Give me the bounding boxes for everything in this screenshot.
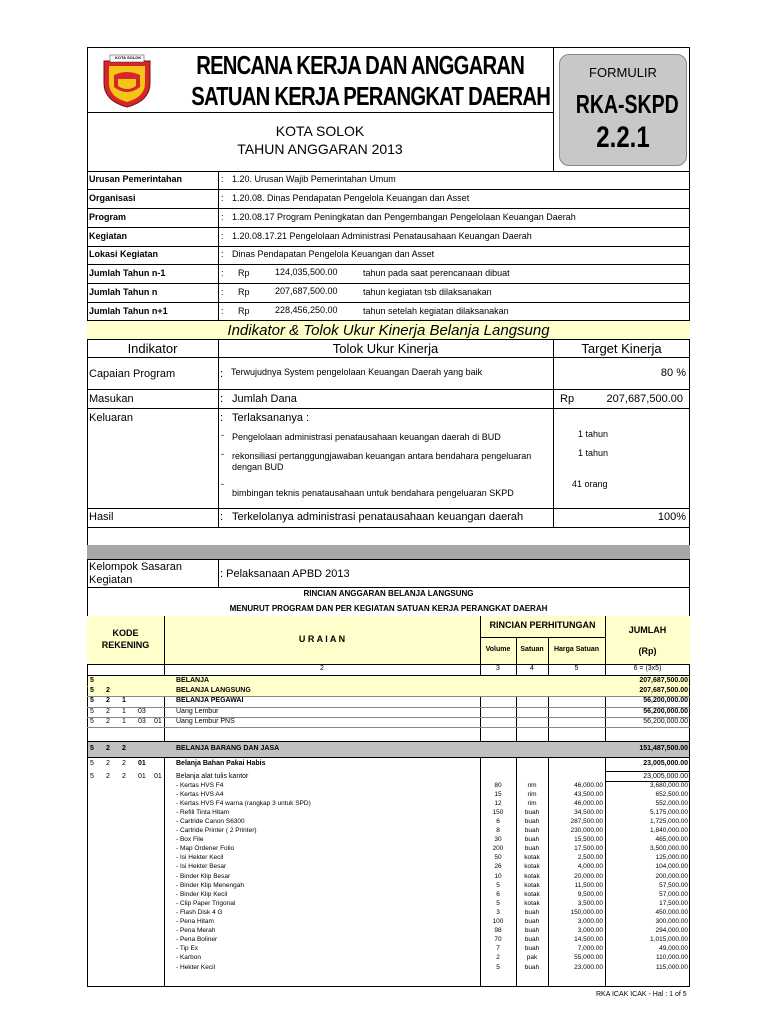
keluaran-dash: -: [221, 479, 224, 489]
item-harga: 46,000.00: [574, 799, 603, 807]
item-jumlah: 552,000.00: [655, 799, 688, 807]
item-harga: 4,000.00: [577, 863, 603, 871]
amount-label: Jumlah Tahun n: [89, 287, 158, 297]
capaian-label: Capaian Program: [89, 368, 176, 380]
info-label: Urusan Pemerintahan: [89, 174, 183, 184]
item-uraian: - Binder Klip Besar: [176, 872, 231, 880]
amount-label: Jumlah Tahun n+1: [89, 306, 168, 316]
kode-cell: 5: [90, 760, 94, 767]
h-kode: KODE: [112, 628, 139, 638]
item-uraian: - Pena Merah: [176, 927, 216, 935]
city-logo: [100, 53, 154, 109]
jumlah-cell: 151,487,500.00: [639, 745, 688, 752]
keluaran-target: 1 tahun: [578, 448, 609, 458]
item-satuan: buah: [524, 908, 540, 916]
item-volume: 7: [496, 945, 500, 953]
item-harga: 55,000.00: [574, 954, 603, 962]
item-jumlah: 1,840,000.00: [650, 827, 688, 834]
item-jumlah: 200,000.00: [655, 872, 688, 880]
item-jumlah: 3,500,000.00: [650, 845, 688, 853]
item-jumlah: 300,000.00: [655, 918, 688, 925]
jumlah-cell: 23,005,000.00: [643, 773, 688, 780]
item-uraian: - Kertas HVS F4 warna (rangkap 3 untuk SPD): [176, 799, 311, 807]
divider: [87, 302, 690, 303]
h-rincian: RINCIAN PERHITUNGAN: [489, 620, 596, 630]
item-satuan: kotak: [524, 899, 540, 907]
info-label: Lokasi Kegiatan: [89, 249, 159, 259]
divider: [87, 264, 690, 265]
rincian-subtitle: MENURUT PROGRAM DAN PER KEGIATAN SATUAN KERJA PERANGKAT DAERAH: [229, 604, 548, 613]
item-jumlah: 125,000.00: [655, 854, 688, 862]
colon: :: [220, 511, 224, 523]
divider: [87, 757, 690, 758]
item-volume: 10: [494, 872, 502, 880]
sasaran-label: Kelompok Sasaran: [89, 561, 182, 573]
colon: :: [220, 368, 224, 380]
divider: [87, 587, 690, 588]
item-jumlah: 450,000.00: [655, 908, 688, 916]
kode-cell: 5: [90, 697, 94, 705]
item-volume: 5: [496, 899, 500, 907]
item-satuan: buah: [524, 817, 540, 825]
rincian-title: RINCIAN ANGGARAN BELANJA LANGSUNG: [303, 589, 474, 598]
info-label: Organisasi: [89, 193, 136, 203]
item-harga: 14,500.00: [574, 936, 603, 944]
h-satuan: Satuan: [520, 646, 544, 653]
item-harga: 3,500.00: [577, 899, 603, 907]
item-uraian: - Hekter Kecil: [176, 963, 216, 971]
item-harga: 150,000.00: [570, 908, 603, 916]
item-volume: 2: [496, 954, 500, 962]
kode-cell: 2: [122, 745, 126, 752]
divider: [87, 357, 690, 358]
form-number: 2.2.1: [596, 121, 650, 154]
colon: :: [220, 412, 224, 424]
divider: [87, 727, 690, 728]
info-colon: :: [221, 249, 224, 259]
capaian-target: 80 %: [660, 367, 686, 379]
amount-value: 207,687,500.00: [275, 286, 338, 296]
item-uraian: - Isi Hekter Kecil: [176, 854, 224, 862]
kode-cell: 2: [106, 760, 110, 767]
kode-cell: 2: [122, 773, 126, 780]
col-indikator: Indikator: [127, 341, 178, 356]
item-jumlah: 1,725,000.00: [650, 817, 688, 825]
item-volume: 26: [494, 863, 502, 871]
hasil-label: Hasil: [89, 511, 114, 523]
amount-value: 124,035,500.00: [275, 267, 338, 277]
divider: [87, 227, 690, 228]
item-uraian: - Flash Disk 4 G: [176, 908, 223, 916]
item-volume: 80: [494, 781, 502, 789]
item-harga: 7,000.00: [577, 945, 603, 953]
item-satuan: buah: [524, 927, 540, 935]
item-satuan: pak: [526, 954, 538, 962]
divider: [87, 527, 690, 528]
form-badge: [559, 54, 687, 166]
info-value: 1.20. Urusan Wajib Pemerintahan Umum: [232, 174, 396, 184]
kode-cell: 03: [138, 717, 146, 725]
masukan-label: Masukan: [89, 393, 134, 405]
item-volume: 50: [494, 854, 502, 862]
divider: [87, 408, 690, 409]
page-footer: RKA ICAK ICAK - Hal : 1 of 5: [596, 991, 687, 998]
item-volume: 6: [496, 817, 500, 825]
keluaran-item: rekonsiliasi pertanggungjawaban keuangan antara bendahara pengeluaran: [232, 451, 532, 461]
col-num: 5: [574, 665, 579, 672]
amount-rp: Rp: [238, 306, 250, 316]
divider: [87, 741, 690, 742]
masukan-target: 207,687,500.00: [606, 393, 683, 405]
item-jumlah: 465,000.00: [655, 836, 688, 844]
form-code: RKA-SKPD: [575, 89, 679, 119]
item-harga: 46,000.00: [574, 781, 603, 789]
uraian-cell: Belanja Bahan Pakai Habis: [176, 760, 266, 767]
item-uraian: - Box File: [176, 836, 204, 844]
divider: [553, 47, 554, 171]
item-uraian: - Map Ordener Folio: [176, 845, 235, 853]
kode-cell: 2: [122, 760, 126, 767]
h-uraian: U R A I A N: [298, 634, 346, 644]
item-harga: 34,500.00: [574, 808, 603, 816]
kode-cell: 2: [106, 717, 110, 725]
info-colon: :: [221, 212, 224, 222]
item-satuan: kotak: [524, 872, 540, 880]
item-uraian: - Refill Tinta Hitam: [176, 808, 230, 816]
kode-cell: 2: [106, 745, 110, 752]
capaian-text: Terwujudnya System pengelolaan Keuangan Daerah yang baik: [231, 367, 483, 377]
item-satuan: rim: [527, 790, 537, 798]
amount-note: tahun pada saat perencanaan dibuat: [363, 268, 510, 278]
item-harga: 9,500.00: [577, 890, 603, 898]
item-uraian: - Binder Klip Menengah: [176, 881, 244, 889]
item-volume: 8: [496, 827, 500, 834]
kode-cell: 01: [138, 760, 146, 767]
kode-cell: 5: [90, 717, 94, 725]
divider: [218, 340, 219, 527]
keluaran-item: Pengelolaan administrasi penatausahaan keuangan daerah di BUD: [232, 432, 501, 442]
item-harga: 3,000.00: [577, 918, 603, 925]
hasil-target: 100%: [657, 511, 686, 523]
kode-cell: 2: [106, 773, 110, 780]
info-colon: :: [221, 174, 224, 184]
divider: [218, 171, 219, 320]
item-satuan: kotak: [524, 890, 540, 898]
item-volume: 200: [492, 845, 504, 853]
masukan-rp: Rp: [560, 393, 575, 405]
item-uraian: - Clip Paper Trigonal: [176, 899, 236, 907]
item-satuan: kotak: [524, 854, 540, 862]
info-colon: :: [221, 231, 224, 241]
item-volume: 12: [494, 799, 502, 807]
jumlah-cell: 207,687,500.00: [639, 687, 688, 695]
amount-colon: :: [221, 306, 224, 316]
kode-cell: 01: [154, 773, 162, 780]
item-jumlah: 5,175,000.00: [650, 808, 688, 816]
item-harga: 15,500.00: [574, 836, 603, 844]
item-uraian: - Kertas HVS A4: [176, 790, 224, 798]
item-satuan: buah: [524, 836, 540, 844]
divider: [87, 246, 690, 247]
separator-band: [87, 545, 690, 560]
item-volume: 100: [492, 918, 504, 925]
kode-cell: 1: [122, 717, 126, 725]
h-volume: Volume: [485, 646, 511, 653]
form-label: FORMULIR: [589, 65, 657, 80]
city-name: KOTA SOLOK: [275, 123, 365, 139]
keluaran-dash: -: [221, 430, 224, 440]
item-harga: 43,500.00: [574, 790, 603, 798]
item-harga: 3,000.00: [577, 927, 603, 935]
logo-text: KOTA SOLOK: [115, 55, 142, 60]
divider: [605, 771, 690, 772]
item-jumlah: 104,000.00: [655, 863, 688, 871]
item-satuan: rim: [527, 799, 537, 807]
item-volume: 15: [494, 790, 502, 798]
kode-cell: 2: [106, 697, 110, 705]
h-harga: Harga Satuan: [553, 646, 600, 653]
col-num: 2: [320, 665, 324, 672]
amount-value: 228,456,250.00: [275, 305, 338, 315]
sasaran-value: : Pelaksanaan APBD 2013: [220, 568, 350, 580]
item-volume: 98: [494, 927, 502, 935]
sasaran-label-2: Kegiatan: [89, 574, 133, 586]
title-line-1: RENCANA KERJA DAN ANGGARAN: [196, 50, 525, 80]
divider: [87, 389, 690, 390]
item-harga: 17,500.00: [574, 845, 603, 853]
item-volume: 150: [492, 808, 504, 816]
item-jumlah: 652,500.00: [655, 790, 688, 798]
item-jumlah: 57,000.00: [659, 890, 688, 898]
col-tolok: Tolok Ukur Kinerja: [332, 341, 439, 356]
item-volume: 5: [496, 881, 500, 889]
divider: [218, 560, 219, 587]
divider: [553, 340, 554, 527]
item-satuan: buah: [524, 808, 540, 816]
info-value: 1.20.08.17.21 Pengelolaan Administrasi Penatausahaan Keuangan Daerah: [232, 231, 532, 241]
jumlah-cell: 23,005,000.00: [643, 760, 688, 767]
col-num: 4: [530, 665, 534, 672]
divider: [87, 508, 690, 509]
divider: [87, 171, 690, 172]
jumlah-cell: 56,200,000.00: [643, 697, 688, 705]
uraian-cell: Uang Lembur: [176, 707, 219, 715]
item-uraian: - Binder Klip Kecil: [176, 890, 228, 898]
item-jumlah: 294,000.00: [655, 927, 688, 935]
indikator-title: Indikator & Tolok Ukur Kinerja Belanja Langsung: [227, 322, 550, 339]
kode-cell: 5: [90, 687, 94, 695]
item-satuan: buah: [524, 945, 540, 953]
item-jumlah: 1,015,000.00: [650, 936, 688, 944]
divider: [87, 189, 690, 190]
amount-note: tahun kegiatan tsb dilaksanakan: [363, 287, 492, 297]
item-satuan: buah: [524, 936, 540, 944]
kode-cell: 5: [90, 677, 94, 684]
keluaran-item: bimbingan teknis penatausahaan untuk bendahara pengeluaran SKPD: [232, 488, 514, 498]
amount-note: tahun setelah kegiatan dilaksanakan: [363, 306, 509, 316]
item-volume: 6: [496, 890, 500, 898]
item-satuan: rim: [527, 781, 537, 789]
info-value: 1.20.08.17 Program Peningkatan dan Pengembangan Pengelolaan Keuangan Daerah: [232, 212, 576, 222]
item-satuan: kotak: [524, 863, 540, 871]
kode-cell: 1: [122, 707, 126, 715]
uraian-cell: BELANJA: [176, 677, 210, 684]
kode-cell: 5: [90, 707, 94, 715]
title-line-2: SATUAN KERJA PERANGKAT DAERAH: [191, 81, 551, 111]
col-num: 3: [496, 665, 500, 672]
item-jumlah: 3,680,000.00: [650, 781, 688, 789]
item-harga: 20,000.00: [574, 872, 603, 880]
masukan-text: Jumlah Dana: [232, 393, 297, 405]
divider: [480, 637, 605, 638]
kode-cell: 03: [138, 707, 146, 715]
h-jumlah: JUMLAH: [628, 625, 667, 635]
item-jumlah: 57,500.00: [659, 881, 688, 889]
keluaran-target: 41 orang: [572, 479, 608, 489]
h-rekening: REKENING: [101, 640, 150, 650]
item-harga: 23,000.00: [574, 963, 603, 971]
item-volume: 70: [494, 936, 502, 944]
kode-cell: 1: [122, 697, 126, 705]
jumlah-cell: 56,200,000.00: [643, 717, 688, 725]
info-label: Kegiatan: [89, 231, 128, 241]
budget-year: TAHUN ANGGARAN 2013: [237, 141, 403, 157]
item-jumlah: 49,000.00: [659, 945, 688, 953]
amount-label: Jumlah Tahun n-1: [89, 268, 166, 278]
keluaran-text: Terlaksananya :: [232, 412, 310, 424]
keluaran-target: 1 tahun: [578, 429, 609, 439]
item-uraian: - Cartride Printer ( 2 Printer): [176, 827, 257, 834]
divider: [87, 208, 690, 209]
col-num: 6 = (3x5): [633, 665, 662, 672]
item-satuan: buah: [524, 963, 540, 971]
info-colon: :: [221, 193, 224, 203]
item-satuan: buah: [524, 827, 540, 834]
item-uraian: - Kertas HVS F4: [176, 781, 224, 789]
info-value: 1.20.08. Dinas Pendapatan Pengelola Keuangan dan Asset: [232, 193, 470, 203]
item-volume: 5: [496, 963, 500, 971]
uraian-cell: Belanja alat tulis kantor: [176, 773, 249, 780]
item-uraian: - Cartride Canon S6300: [176, 817, 245, 825]
item-harga: 11,500.00: [574, 881, 603, 889]
jumlah-cell: 56,200,000.00: [643, 707, 688, 715]
divider: [87, 112, 553, 113]
item-uraian: - Pena Boliner: [176, 936, 218, 944]
item-harga: 230,000.00: [570, 827, 603, 834]
item-jumlah: 17,500.00: [659, 899, 688, 907]
amount-rp: Rp: [238, 268, 250, 278]
kode-cell: 01: [154, 717, 162, 725]
uraian-cell: BELANJA BARANG DAN JASA: [176, 745, 280, 752]
kode-cell: 5: [90, 745, 94, 752]
item-jumlah: 110,000.00: [655, 954, 688, 962]
kode-cell: 5: [90, 773, 94, 780]
item-satuan: buah: [524, 845, 540, 853]
item-harga: 2,500.00: [577, 854, 603, 862]
amount-rp: Rp: [238, 287, 250, 297]
info-value: Dinas Pendapatan Pengelola Keuangan dan Asset: [232, 249, 435, 259]
kode-cell: 2: [106, 687, 110, 695]
keluaran-item-cont: dengan BUD: [232, 462, 284, 472]
uraian-cell: Uang Lembur PNS: [176, 717, 235, 725]
jumlah-cell: 207,687,500.00: [639, 677, 688, 684]
kode-cell: 01: [138, 773, 146, 780]
col-target: Target Kinerja: [581, 341, 662, 356]
hasil-text: Terkelolanya administrasi penatausahaan keuangan daerah: [232, 511, 524, 523]
item-uraian: - Isi Hekter Besar: [176, 863, 227, 871]
uraian-cell: BELANJA PEGAWAI: [176, 697, 244, 705]
item-volume: 3: [496, 908, 500, 916]
info-label: Program: [89, 212, 127, 222]
item-jumlah: 115,000.00: [655, 963, 688, 971]
item-uraian: - Karbon: [176, 954, 201, 962]
keluaran-dash: -: [221, 449, 224, 459]
indikator-header: [87, 320, 690, 340]
item-uraian: - Pena Hitam: [176, 918, 214, 925]
amount-colon: :: [221, 268, 224, 278]
kode-cell: 2: [106, 707, 110, 715]
item-uraian: - Tip Ex: [176, 945, 199, 953]
divider: [87, 283, 690, 284]
item-satuan: buah: [524, 918, 540, 925]
amount-colon: :: [221, 287, 224, 297]
keluaran-label: Keluaran: [89, 412, 134, 424]
item-satuan: kotak: [524, 881, 540, 889]
colon: :: [220, 393, 224, 405]
h-jumlah-rp: (Rp): [638, 646, 657, 656]
item-volume: 30: [494, 836, 502, 844]
item-harga: 287,500.00: [570, 817, 603, 825]
uraian-cell: BELANJA LANGSUNG: [176, 687, 251, 695]
